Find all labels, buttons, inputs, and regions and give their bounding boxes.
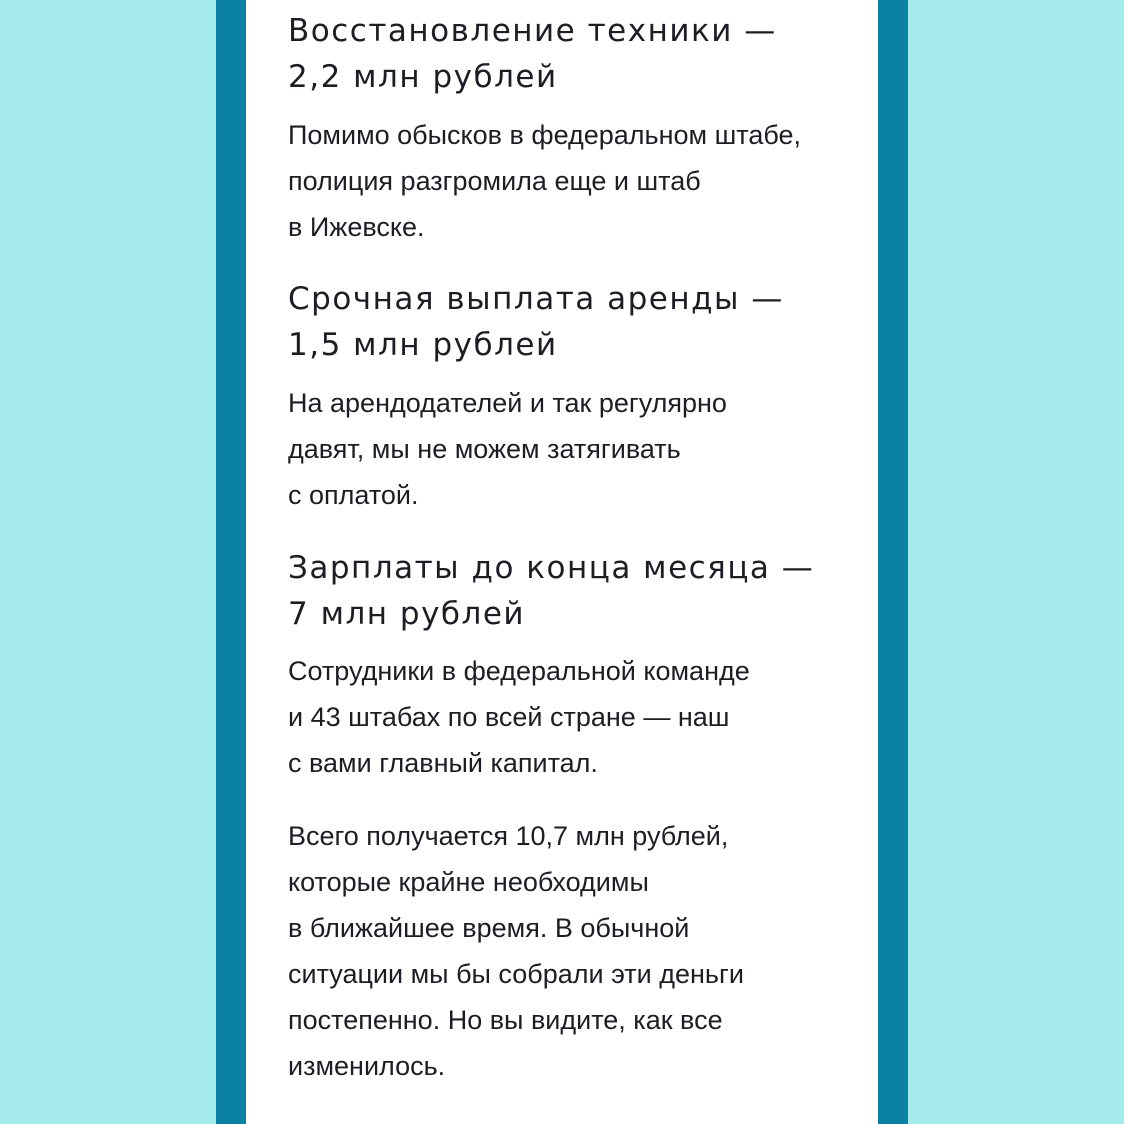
summary-line: которые крайне необходимы: [288, 867, 649, 897]
section-heading-salaries: [288, 545, 814, 637]
section-body-salaries: [288, 648, 750, 786]
heading-line: Зарплаты до конца месяца —: [288, 550, 815, 586]
section-body-rent: [288, 380, 727, 518]
summary-line: изменилось.: [288, 1051, 446, 1081]
body-line: с оплатой.: [288, 480, 419, 510]
body-line: и 43 штабах по всей стране — наш: [288, 702, 730, 732]
heading-line: 2,2 млн рублей: [288, 59, 558, 95]
heading-line: Срочная выплата аренды —: [288, 281, 784, 317]
summary-line: ситуации мы бы собрали эти деньги: [288, 959, 744, 989]
section-heading-equipment: [288, 8, 777, 100]
section-heading-rent: [288, 276, 784, 368]
heading-line: 1,5 млн рублей: [288, 327, 558, 363]
body-line: полиция разгромила еще и штаб: [288, 166, 701, 196]
body-line: На арендодателей и так регулярно: [288, 388, 727, 418]
summary-line: Всего получается 10,7 млн рублей,: [288, 821, 729, 851]
section-body-equipment: [288, 112, 801, 250]
body-line: давят, мы не можем затягивать: [288, 434, 681, 464]
body-line: в Ижевске.: [288, 212, 425, 242]
body-line: Помимо обысков в федеральном штабе,: [288, 120, 802, 150]
heading-line: Восстановление техники —: [288, 13, 777, 49]
body-line: Сотрудники в федеральной команде: [288, 656, 750, 686]
summary-line: постепенно. Но вы видите, как все: [288, 1005, 723, 1035]
body-line: с вами главный капитал.: [288, 748, 598, 778]
summary-paragraph: [288, 813, 744, 1089]
heading-line: 7 млн рублей: [288, 596, 526, 632]
summary-line: в ближайшее время. В обычной: [288, 913, 690, 943]
